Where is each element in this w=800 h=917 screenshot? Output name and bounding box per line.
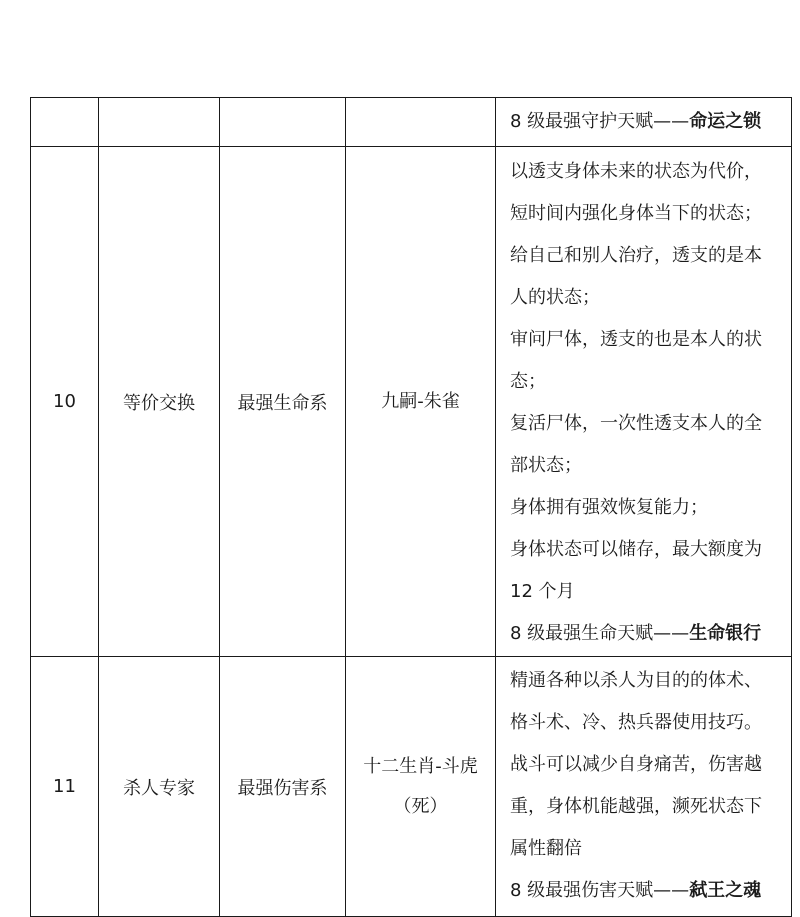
talent-line — [510, 101, 781, 143]
talent-prefix: 8 级最强生命天赋—— — [510, 623, 690, 644]
ability-table — [30, 97, 792, 917]
description-line: 态； — [510, 371, 546, 392]
description-line: 精通各种以杀人为目的的体术、 — [510, 670, 762, 691]
description-line: 重，身体机能越强，濒死状态下 — [510, 796, 762, 817]
talent-prefix: 8 级最强守护天赋—— — [510, 111, 690, 132]
description-line: 复活尸体，一次性透支本人的全 — [510, 413, 762, 434]
ability-name: 杀人专家 — [123, 777, 195, 799]
row-number-cell — [31, 147, 99, 657]
ability-code-cell — [346, 657, 496, 917]
description-line: 短时间内强化身体当下的状态； — [510, 203, 762, 224]
row-number: 11 — [53, 776, 76, 797]
row-number-cell — [31, 657, 99, 917]
talent-line — [510, 870, 781, 912]
description-line: 身体状态可以储存，最大额度为 — [510, 539, 762, 560]
talent-name: 命运之锁 — [689, 111, 762, 132]
ability-category: 最强生命系 — [237, 392, 328, 414]
ability-category: 最强伤害系 — [237, 777, 328, 799]
ability-description-cell — [496, 657, 792, 917]
ability-name-cell — [99, 657, 220, 917]
ability-code-cell — [346, 98, 496, 147]
table-row — [31, 147, 792, 657]
ability-code: 九嗣-朱雀 — [381, 390, 460, 412]
ability-name-cell — [99, 147, 220, 657]
description-line: 12 个月 — [510, 581, 575, 602]
talent-line — [510, 613, 781, 655]
description-line: 格斗术、冷、热兵器使用技巧。 — [510, 712, 762, 733]
ability-description-cell — [496, 98, 792, 147]
description-line: 人的状态； — [510, 287, 600, 308]
talent-name: 弑王之魂 — [689, 880, 762, 901]
ability-code-cell — [346, 147, 496, 657]
ability-code: 十二生肖-斗虎（死） — [363, 755, 478, 817]
description-line: 战斗可以减少自身痛苦，伤害越 — [510, 754, 762, 775]
description-line: 以透支身体未来的状态为代价， — [510, 161, 762, 182]
ability-description-cell — [496, 147, 792, 657]
table-row — [31, 98, 792, 147]
description-line: 部状态； — [510, 455, 582, 476]
description-line: 给自己和别人治疗，透支的是本 — [510, 245, 762, 266]
description-line: 身体拥有强效恢复能力； — [510, 497, 708, 518]
ability-name: 等价交换 — [123, 392, 195, 414]
talent-name: 生命银行 — [689, 623, 762, 644]
table-row — [31, 657, 792, 917]
description-line: 属性翻倍 — [510, 838, 582, 859]
ability-name-cell — [99, 98, 220, 147]
ability-category-cell — [220, 98, 346, 147]
description-line: 审问尸体，透支的也是本人的状 — [510, 329, 762, 350]
row-number: 10 — [53, 391, 76, 412]
row-number-cell — [31, 98, 99, 147]
ability-category-cell — [220, 657, 346, 917]
talent-prefix: 8 级最强伤害天赋—— — [510, 880, 690, 901]
ability-category-cell — [220, 147, 346, 657]
